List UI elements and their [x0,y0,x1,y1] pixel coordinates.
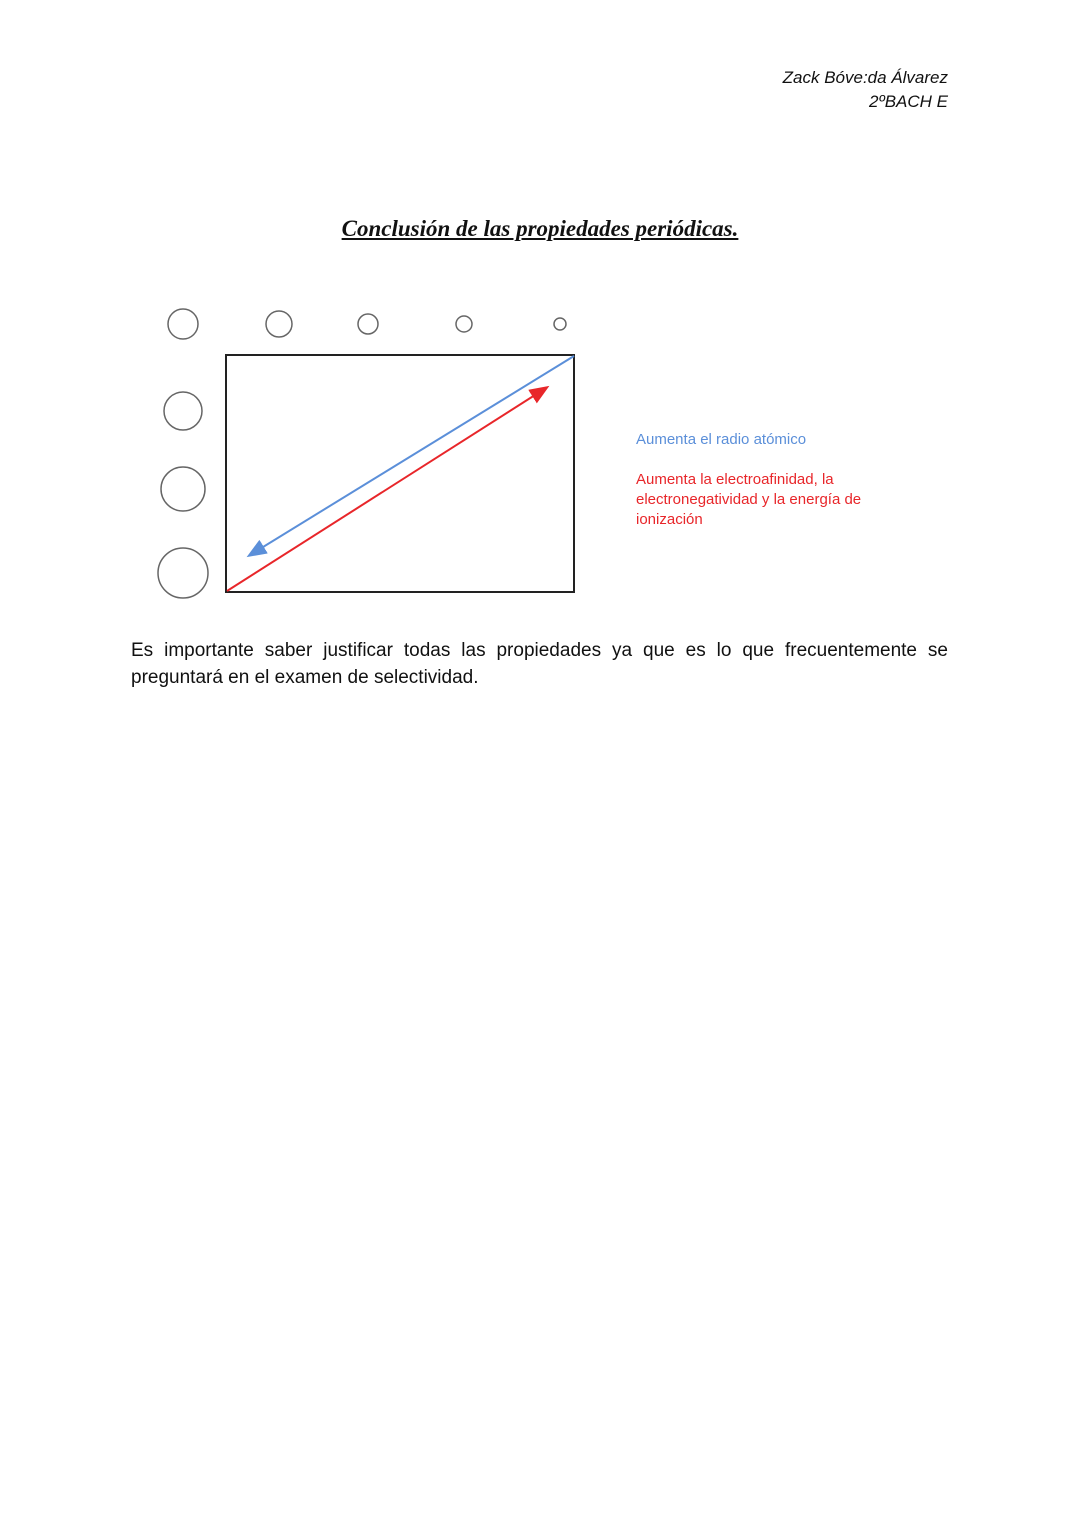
atom-circle [168,309,198,339]
page-title: Conclusión de las propiedades periódicas. [341,216,739,241]
conclusion-paragraph: Es importante saber justificar todas las propiedades ya que es lo que frecuentemente se preguntará en el examen de selectividad. [131,640,948,688]
atom-circle [164,392,202,430]
blue-legend-label: Aumenta el radio atómico [636,431,807,448]
atom-circle [266,311,292,337]
atom-circle [456,316,472,332]
periodic-trends-diagram [0,0,1080,620]
red-legend-label: Aumenta la electroafinidad, la electronegatividad y la energía de ionización [636,471,862,528]
atom-circle [161,467,205,511]
atom-circle [158,548,208,598]
class-group: 2ºBACH E [869,92,948,111]
author-name: Zack Bóve:da Álvarez [782,68,948,87]
atom-circle [358,314,378,334]
period-table-box [226,355,574,592]
red-arrow [227,388,546,591]
blue-arrow [250,356,574,555]
atom-circle [554,318,566,330]
